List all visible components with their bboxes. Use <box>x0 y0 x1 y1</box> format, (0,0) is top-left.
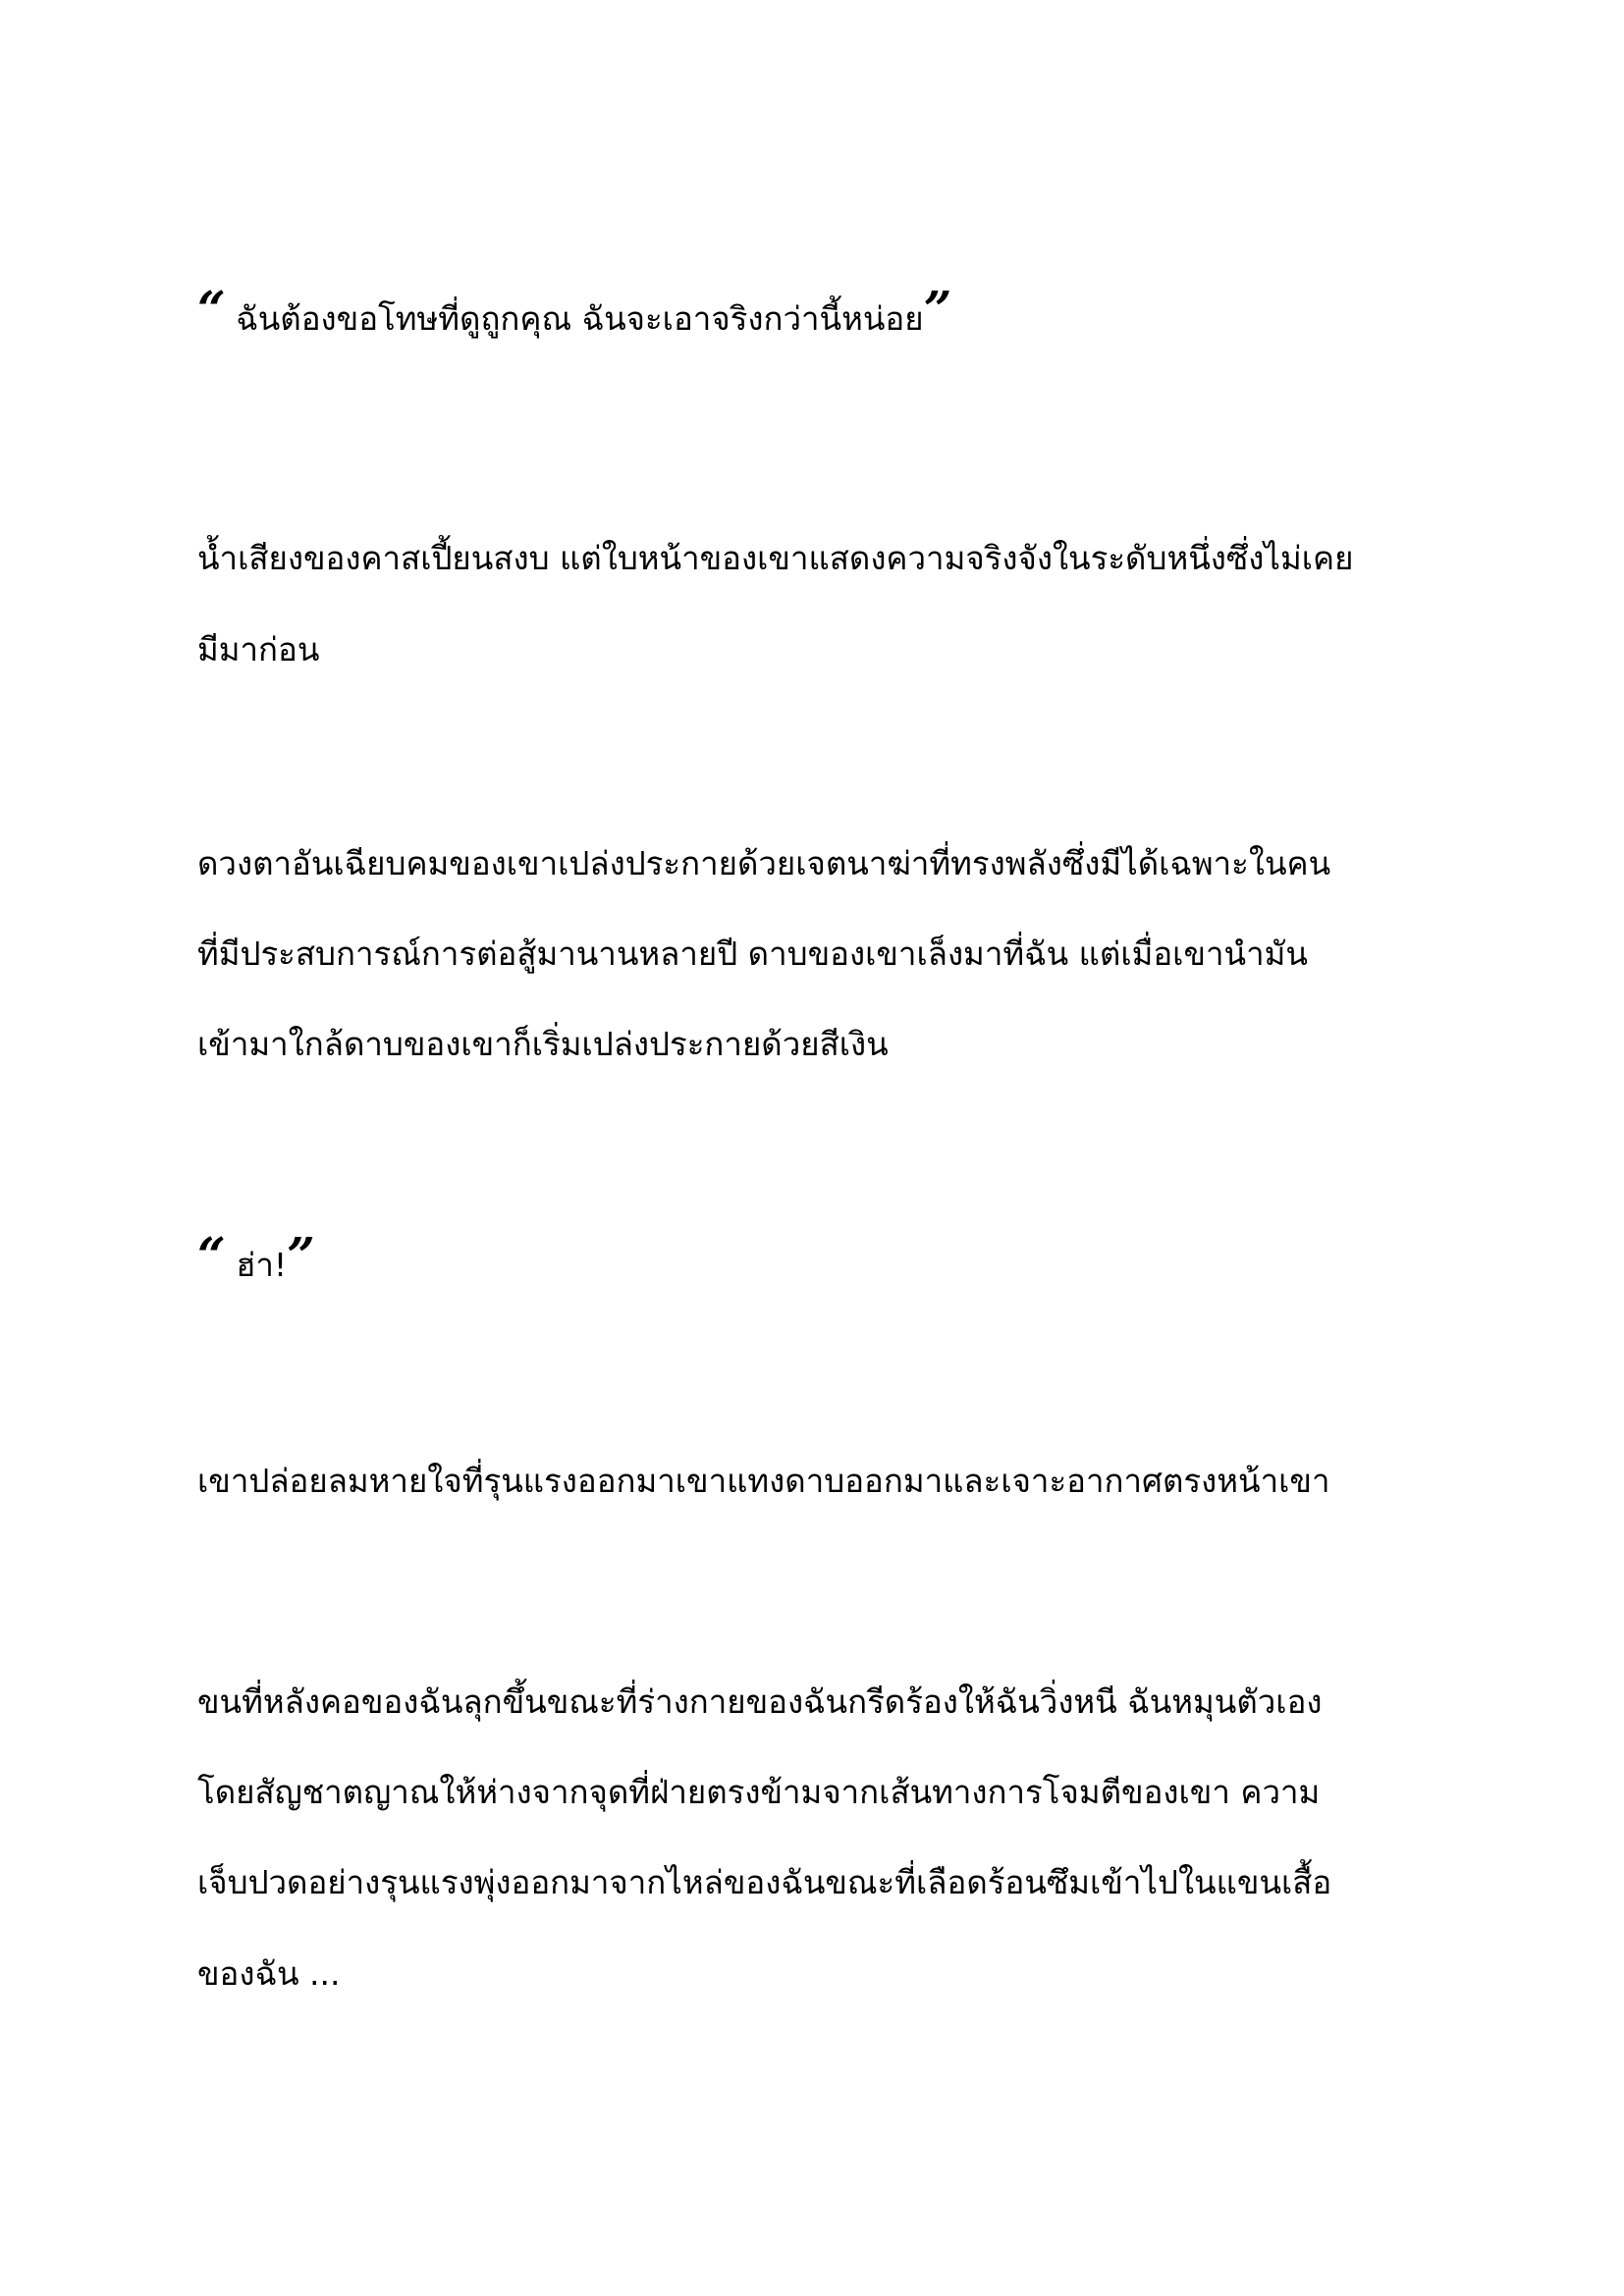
dialogue-line <box>197 280 952 344</box>
paragraph-line: มีมาก่อน <box>197 630 320 668</box>
open-quote-mark: “ <box>197 280 226 338</box>
dialogue-line <box>197 1226 315 1290</box>
dialogue-text: ฮ่า! <box>225 1246 288 1284</box>
close-quote-mark: ” <box>923 280 952 338</box>
paragraph-line: เข้ามาใกล้ดาบของเขาก็เริ่มเปล่งประกายด้วยสีเงิน <box>197 1025 889 1063</box>
paragraph-line: เขาปล่อยลมหายใจที่รุนแรงออกมาเขาแทงดาบออกมาและเจาะอากาศตรงหน้าเขา <box>197 1462 1330 1500</box>
paragraph-line: ของฉัน ... <box>197 1954 341 1993</box>
paragraph-line: ขนที่หลังคอของฉันลุกขึ้นขณะที่ร่างกายของฉันกรีดร้องให้ฉันวิ่งหนี ฉันหมุนตัวเอง <box>197 1682 1323 1721</box>
paragraph-line: ดวงตาอันเฉียบคมของเขาเปล่งประกายด้วยเจตนาฆ่าที่ทรงพลังซึ่งมีได้เฉพาะในคน <box>197 844 1331 882</box>
close-quote-mark: ” <box>287 1226 315 1284</box>
paragraph-line: ที่มีประสบการณ์การต่อสู้มานานหลายปี ดาบของเขาเล็งมาที่ฉัน แต่เมื่อเขานำมัน <box>197 934 1308 973</box>
paragraph-line: เจ็บปวดอย่างรุนแรงพุ่งออกมาจากไหล่ของฉันขณะที่เลือดร้อนซึมเข้าไปในแขนเสื้อ <box>197 1863 1332 1901</box>
dialogue-text: ฉันต้องขอโทษที่ดูถูกคุณ ฉันจะเอาจริงกว่านี้หน่อย <box>225 299 924 338</box>
paragraph-line: น้ำเสียงของคาสเปี้ยนสงบ แต่ใบหน้าของเขาแสดงความจริงจังในระดับหนึ่งซึ่งไม่เคย <box>197 539 1354 577</box>
open-quote-mark: “ <box>197 1226 226 1284</box>
paragraph-line: โดยสัญชาตญาณให้ห่างจากจุดที่ฝ่ายตรงข้ามจากเส้นทางการโจมตีของเขา ความ <box>197 1773 1321 1811</box>
